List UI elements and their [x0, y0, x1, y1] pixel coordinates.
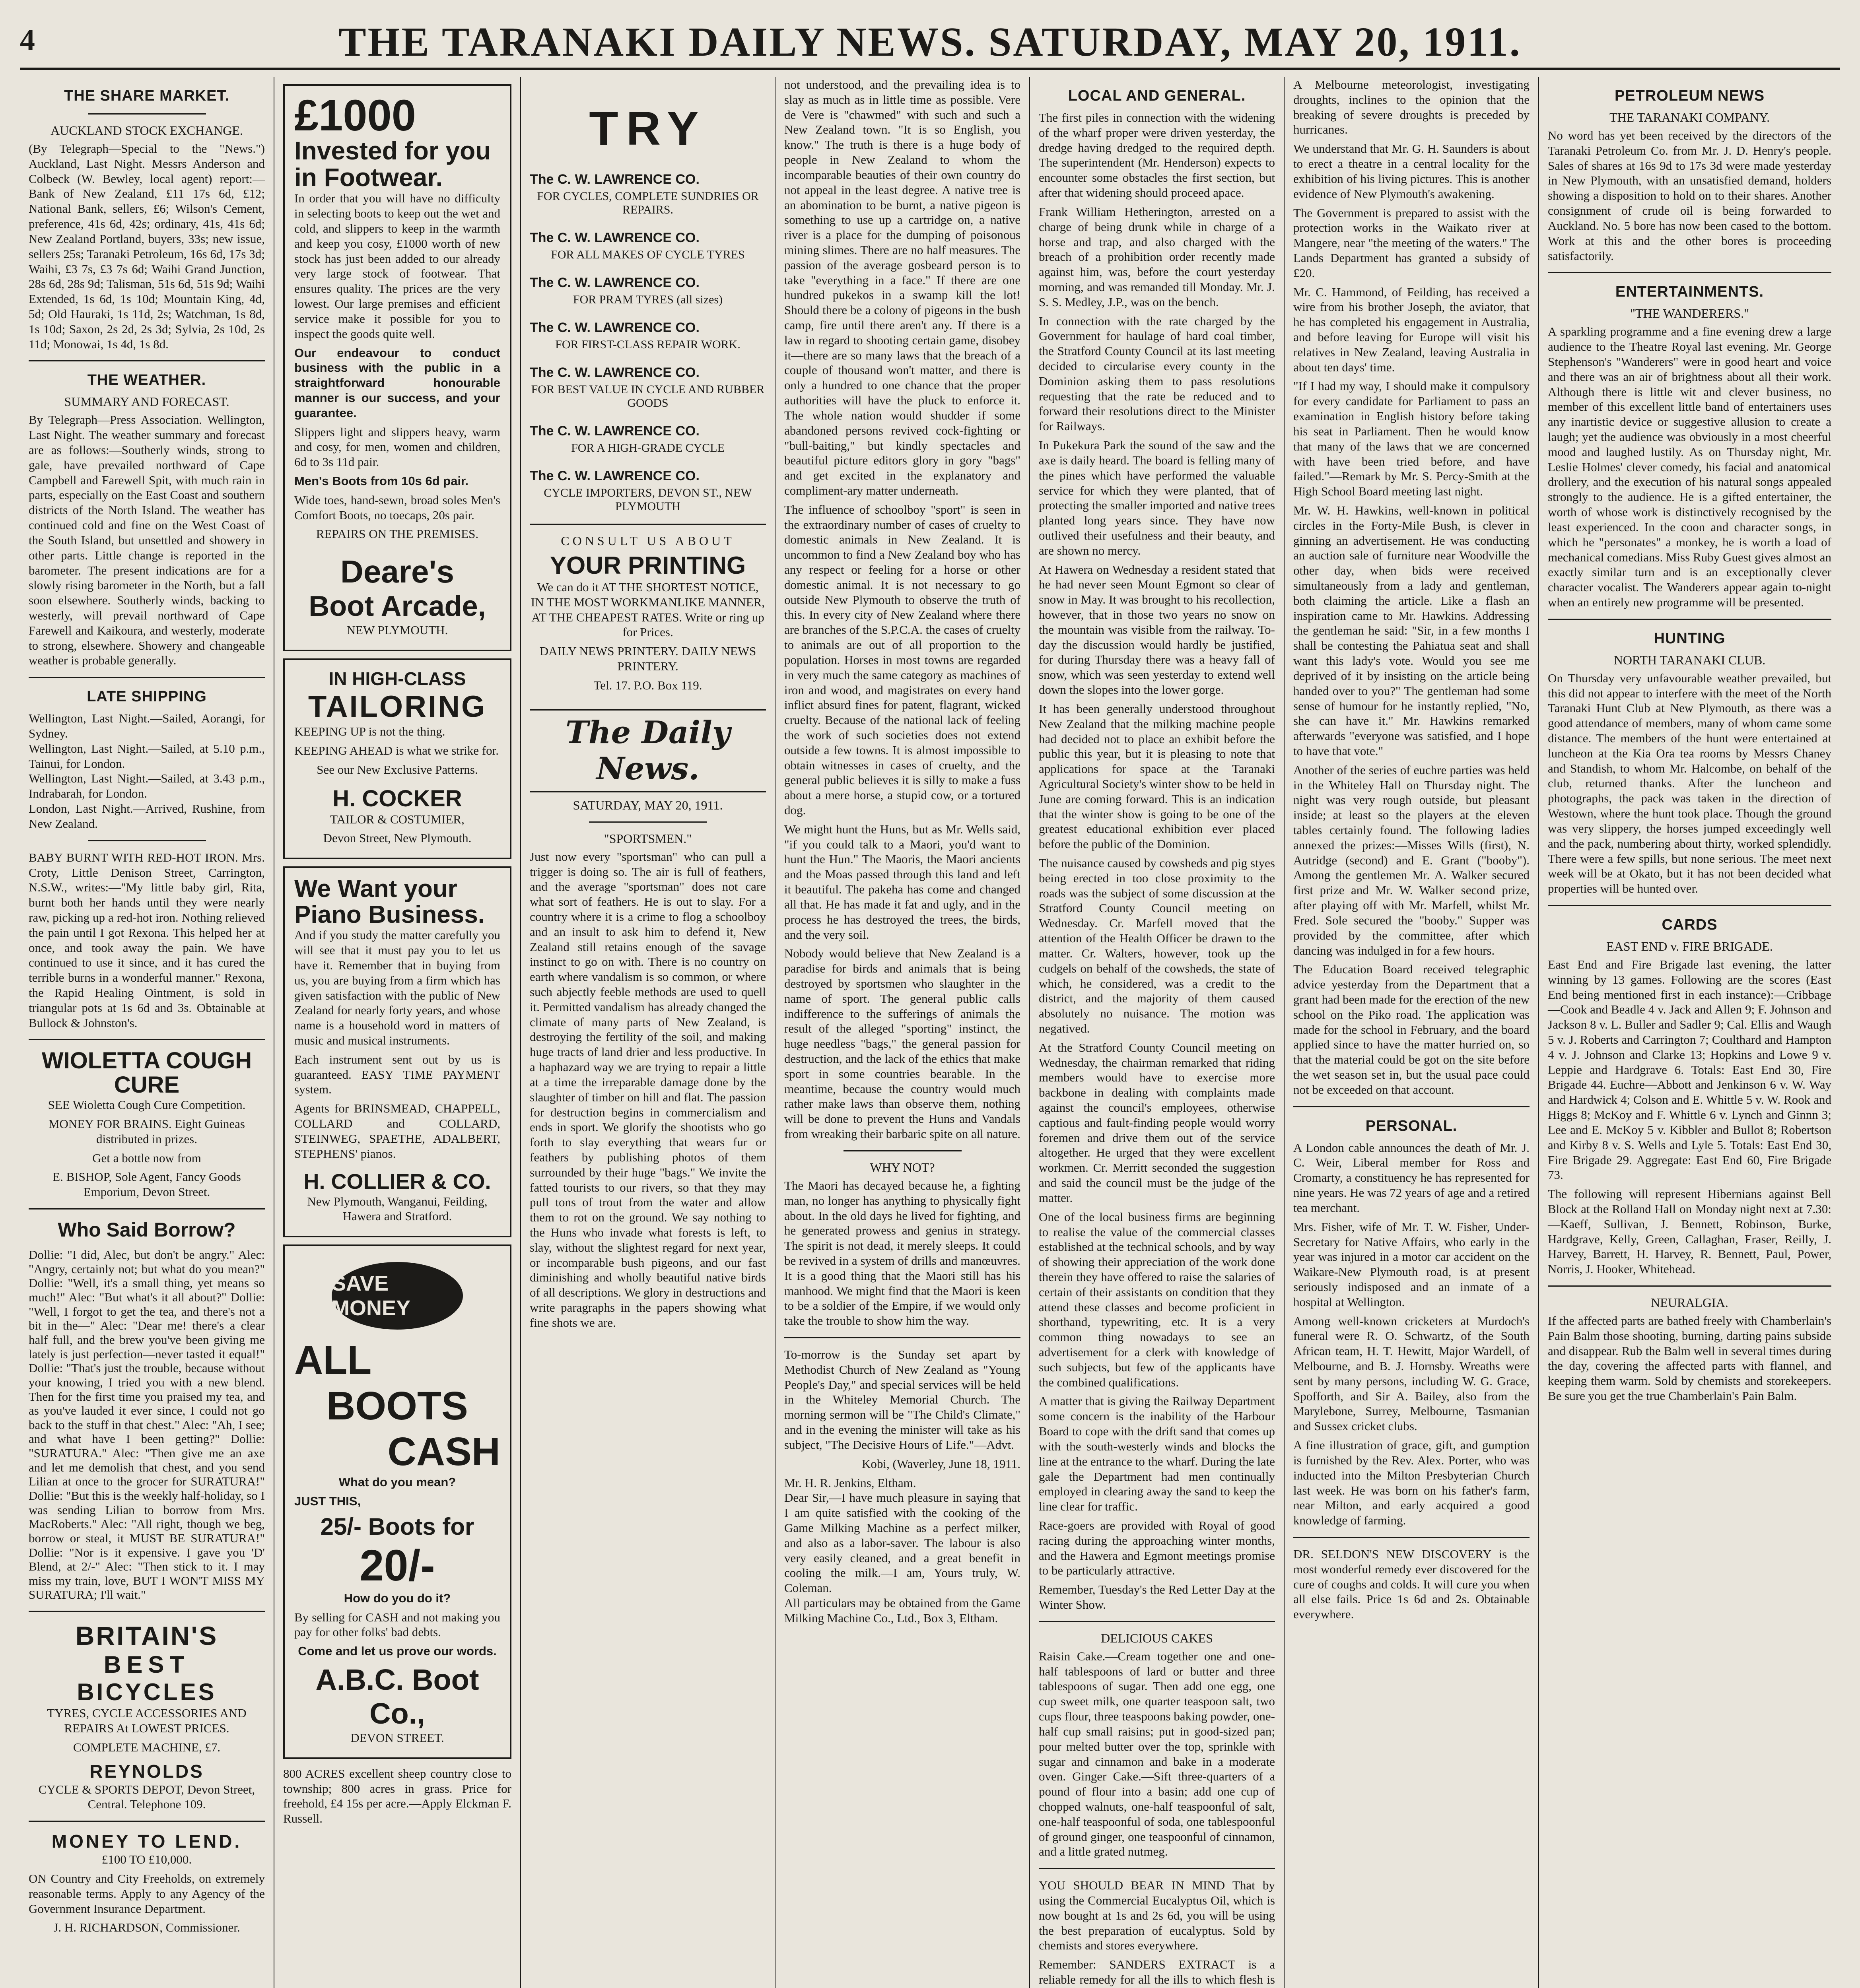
britains-title: BRITAIN'S — [75, 1621, 218, 1651]
column-4 — [775, 77, 1030, 1988]
footwear-title: Invested for you in Footwear. — [294, 136, 491, 192]
tailoring-text2: KEEPING AHEAD is what we strike for. — [294, 743, 499, 757]
cakes-heading: DELICIOUS CAKES — [1101, 1631, 1213, 1645]
weather-text: By Telegraph—Press Association. Wellington, Last Night. The weather summary and forecast are as follows:—Southerly winds, strong to gale, have prevailed northward of Cape Campbell and Farewell Spit, with much rain in parts, especially on the East Coast and southern districts of the North Island. The weather has continued cold and fine on the West Coast of the South Island, but unsettled and showery in other parts. Little change is reported in the barometer. The present indications are for a slowly rising barometer in the North, but a fall soon elsewhere. Southerly winds, backing to westerly, will prevail northward of Cape Farewell and Kaikoura, and westerly, moderate to strong, elsewhere. Showery and changeable weather is probable generally. — [29, 413, 265, 668]
abc-come: Come and let us prove our words. — [298, 1644, 497, 1658]
personal-heading: PERSONAL. — [1365, 1117, 1458, 1134]
divider — [1548, 905, 1831, 906]
tailoring-text1: KEEPING UP is not the thing. — [294, 724, 445, 739]
divider — [589, 821, 707, 823]
divider — [29, 1611, 265, 1612]
editorial-text: not understood, and the prevailing idea is to slay as much as in little time as possible. Vere de Vere is "chawmed" with such and such a New Zealand town. "It is so English, you know." The truth is there is a huge body of people in New Zealand to whom the incomparable beauties of their own country do not appeal in the least degree. A native tree is an abomination to be burnt, a native pigeon is something to use up a cartridge on, a native river is a place for the dumping of poisonous mining slimes. There are no half measures. The passion of the average gosbeard person is to take "everything in a face." If there are one hundred pukekos in a swamp kill the lot! Should there be a colony of pigeons in the bush camp, fire until there aren't any. If there is a law in regard to shooting certain game, disobey it—there are so many laws that the breach of a couple of thousand won't matter, and there is only a hundred to one chance that the proper authorities will have the pluck to enforce it. The whole nation would shudder if some abandoned persons revived cock-fighting or "bull-baiting," but kindly spectacles and beautiful picture editors glory in gory "bags" and get excited in the explanatory and compliment-ary matter underneath. — [784, 78, 1020, 497]
column-1 — [20, 77, 274, 1988]
editorial-text: The influence of schoolboy "sport" is seen in the extraordinary number of cases of cruelty to domestic animals in New Zealand. It is uncommon to find a New Zealand boy who has any respect or feeling for a horse or other domestic animal. It is not necessary to go outside New Plymouth to observe the truth of this. In every city of New Zealand where there are branches of the S.P.C.A. the cases of cruelty to animals are out of all proportion to the population. Horses in most towns are regarded in very much the same category as machines of iron and wood, and magistrates on every hand inflict absurd fines for patent, flagrant, wicked cruelty. Because of the national lack of feeling the work of such societies does not extend outside a few towns. It is almost impossible to obtain witnesses in cases of cruelty, and the general public believes it is silly to make a fuss about a mere horse, a stupid cow, or a tortured dog. — [784, 502, 1020, 817]
sunday-notice: To-morrow is the Sunday set apart by Methodist Church of New Zealand as "Young People's Day," and special services will be held in the Whiteley Memorial Church. The morning sermon will be "The Child's Climate," and in the evening the minister will take as his subject, "The Decisive Hours of Life."—Advt. — [784, 1347, 1020, 1452]
divider — [1548, 1285, 1831, 1287]
kobi-line: Kobi, (Waverley, June 18, 1911. — [862, 1456, 1020, 1471]
footwear-repairs: REPAIRS ON THE PREMISES. — [316, 527, 479, 541]
abc-cash: CASH — [387, 1429, 500, 1474]
lawrence-name: The C. W. LAWRENCE CO. — [530, 230, 700, 245]
abc-how: How do you do it? — [344, 1591, 451, 1605]
divider — [530, 524, 766, 525]
local-item: Race-goers are provided with Royal of good racing during the approaching winter months, and the Hawera and Egmont meetings promise to be particularly attractive. — [1039, 1518, 1275, 1578]
save-money-badge: SAVE MONEY — [332, 1262, 463, 1330]
deare-place: NEW PLYMOUTH. — [346, 623, 448, 637]
entertainments-text: A sparkling programme and a fine evening drew a large audience to the Theatre Royal last evening. Mr. George Stephenson's "Wanderers" were in good heart and voice and there was an air of brightness about all their work. Although there is little wit and clever business, no member of this excellent little band of entertainers uses any inartistic device or suggestive allusion to create a laugh; yet the audience was obviously in a most cheerful mood and laughed lustily. As on Thursday night, Mr. Leslie Holmes' clever comedy, his facial and anatomical drollery, and the execution of his natural songs appealed strongly to the audience. He is a gifted entertainer, the worth of whose work is distinctively recognised by the least experienced. In the coon and character songs, in which he "personates" a monkey, he is worth a load of mechanical comedians. Miss Ruby Guest gives almost an exactly similar turn and is an exceptionally clever character vocalist. The Wanderers appear again to-night when an entirely new programme will be presented. — [1548, 324, 1831, 609]
footwear-mens: Men's Boots from 10s 6d pair. — [294, 474, 469, 488]
borrow-dialogue: Dollie: "I did, Alec, but don't be angry." Alec: "Angry, certainly not; but what do you mean?" Dollie: "Well, it's a small thing, yet means so much!" Alec: "But what's it all about?" Dollie: "Well, I forgot to get the tea, and there's not a bit in the—" Alec: "Dear me! there's a clear half full, and the brew you've been giving me lately is just perfection—never tasted it equal!" Dollie: "That's just the trouble, because without your knowing, I tried you with a new blend. Then for the first time you praised my tea, and as you've lauded it ever since, I could not go back to the stuff in that chest." Alec: "Ah, I see; and what have I been getting?" Dollie: "SURATURA." Alec: "Then give me an axe and let me demolish that chest, and you send Lilian at once to the grocer for SURATURA!" Dollie: "But this is the weekly half-holiday, so I was sending Lilian to borrow from Mrs. MacRoberts." Alec: "All right, though we beg, borrow or steal, it MUST BE SURATURA!" Dollie: "Nor is it expensive. I gave you 'D' Blend, at 2/-" Alec: "Then stick to it. I may miss my train, love, BUT I WON'T MISS MY SURATURA; I'll wait." — [29, 1248, 265, 1602]
abc-street: DEVON STREET. — [350, 1731, 444, 1745]
local-item: Mr. W. H. Hawkins, well-known in political circles in the Forty-Mile Bush, is clever in ginning an advertisement. He was conducting an auction sale of furniture near Woodville the other day, when bids were received simultaneously from a lady and gentleman, both claiming the article. Like a flash an inspiration came to Mr. Hawkins. Addressing the gentleman he said: "Sir, in a few months I shall be contesting the Pahiatua seat and shall want this lady's vote. Would you see me deprived of it by insisting on the article being handed over to you?" The gentleman had some sense of humour for he instantly replied, "No, she can have it." Mr. Hawkins remarked afterwards "everyone was satisfied, and I hope to have that vote." — [1293, 503, 1530, 758]
page-number: 4 — [20, 23, 35, 57]
lawrence-item: FOR CYCLES, COMPLETE SUNDRIES OR REPAIRS. — [537, 190, 759, 216]
printing-name: DAILY NEWS PRINTERY. DAILY NEWS PRINTERY. — [539, 644, 756, 674]
footwear-text: In order that you will have no difficulty in selecting boots to keep out the wet and cold, and slippers to keep in the warmth and keep you cosy, £1000 worth of new stock has just been added to our already very large stock of footwear. That ensures quality. The prices are the very lowest. Our large premises and efficient service make it possible for you to inspect the goods quite well. — [294, 191, 500, 341]
piano-ad — [283, 866, 511, 1237]
divider — [1293, 1537, 1530, 1538]
reynolds-text: CYCLE & SPORTS DEPOT, Devon Street, Central. Telephone 109. — [38, 1782, 255, 1811]
weather-subheading: SUMMARY AND FORECAST. — [64, 394, 229, 409]
petroleum-heading: PETROLEUM NEWS — [1614, 87, 1765, 104]
local-item: In Pukekura Park the sound of the saw and the axe is daily heard. The board is felling many of the pines which have performed the valuable service for which they were planted, that of protecting the smaller imported and native trees planted long years since. They have now outlived their usefulness and their beauty, and are shown no mercy. — [1039, 438, 1275, 557]
personal-item: Among well-known cricketers at Murdoch's funeral were R. O. Schwartz, of the South African team, H. T. Hewitt, Major Wardell, of Melbourne, and B. J. Hornsby. Wreaths were sent by many persons, including W. G. Grace, Spofforth, and Sir A. Bailey, also from the Marylebone, Surrey, Melbourne, Tasmanian and Sussex cricket clubs. — [1293, 1314, 1530, 1433]
local-item: It has been generally understood throughout New Zealand that the milking machine people had decided not to place an exhibit before the public this year, but it is pleasing to note that applications for space at the Taranaki Agricultural Society's winter show to be held in June are coming forward. This is an indication that the winter show is going to be one of the greatest educational exhibition ever placed before the public of the Dominion. — [1039, 701, 1275, 851]
milking-letter: Mr. H. R. Jenkins, Eltham. Dear Sir,—I have much pleasure in saying that I am quite satisfied with the cooking of the Game Milking Machine as a perfect milker, and also as a labor-saver. The labour is also very easily cleaned, and a great benefit in cooling the milk.—I am, Yours truly, W. Coleman. All particulars may be obtained from the Game Milking Machine Co., Ltd., Box 3, Eltham. — [784, 1475, 1020, 1625]
divider — [29, 1821, 265, 1822]
local-item: At the Stratford County Council meeting on Wednesday, the chairman remarked that riding members would have to exercise more backbone in dealing with complaints made against the council's employees, otherwise captious and fault-finding people would worry foremen and drive them out of the service altogether. He urged that they were excellent workmen. Cr. Merritt seconded the suggestion and said the council must be the judge of the matter. — [1039, 1040, 1275, 1205]
deare-arcade: Boot Arcade, — [309, 590, 486, 623]
lawrence-item: FOR FIRST-CLASS REPAIR WORK. — [555, 338, 741, 351]
abc-price2: 20/- — [360, 1541, 435, 1590]
cards-text: East End and Fire Brigade last evening, the latter winning by 13 games. Following are the scores (East End being mentioned first in each instance):—Cribbage—Cook and Beadle 4 v. Jack and Allen 9; F. Johnson and Jackson 8 v. L. Buller and Sadler 9; Cal. Ellis and Waugh 5 v. J. Roberts and Carrington 7; Coulthard and Hampton 4 v. J. Johnson and Clarke 13; Hopkins and Lowe 9 v. Leppie and Hardgrave 6. Totals: East End 30, Fire Brigade 44. Euchre—Abbott and Jenkinson 6 v. W. Way and Hardwick 4; Colson and E. Whittle 5 v. W. Rook and Higgs 8; McKoy and F. Whittle 6 v. Lynch and Ginnn 3; Lee and E. McKoy 5 v. Kibbler and Bullot 8; Robertson and Kirby 8 v. S. Wells and Lyle 5. Totals: East End 30, Fire Brigade 29. Aggregate: East End 60, Fire Brigade 73. — [1548, 957, 1831, 1182]
britains-tyres: TYRES, CYCLE ACCESSORIES AND REPAIRS At LOWEST PRICES. — [47, 1706, 247, 1735]
divider — [1293, 1106, 1530, 1107]
cakes-text: Raisin Cake.—Cream together one and one-half tablespoons of lard or butter and three tablespoons of sugar. Then add one egg, one cup sweet milk, one quarter teaspoon salt, two cups flour, three teaspoons baking powder, one-half cup small raisins; put in good-sized pan; pour melted butter over the top, sprinkle with sugar and cinnamon and bake in a moderate oven. Ginger Cake.—Sift three-quarters of a pound of flour into a basin; add one cup of chopped walnuts, one-half teaspoonful of salt, one-half teaspoonful of soda, one tablespoonful of ground ginger, one teaspoonful of cinnamon, and a little grated nutmeg. — [1039, 1649, 1275, 1859]
editorial-text: We might hunt the Huns, but as Mr. Wells said, "if you could talk to a Maori, you'd want to hunt the Hun." The Maoris, the Maori ancients and the Moas passed through this land and left it beautiful. The pakeha has come and changed all that. He has made it fat and ugly, and in the process he has destroyed the trees, the birds, and the very soil. — [784, 822, 1020, 942]
local-item: The Government is prepared to assist with the protection works in the Waikato river at Mangere, near "the meeting of the waters." The Lands Department has granted a subsidy of £20. — [1293, 206, 1530, 280]
share-market-heading: THE SHARE MARKET. — [64, 87, 230, 104]
entertainments-heading: ENTERTAINMENTS. — [1615, 283, 1764, 301]
reynolds-title: REYNOLDS — [89, 1761, 204, 1782]
column-2 — [274, 77, 521, 1988]
petroleum-text: No word has yet been received by the directors of the Taranaki Petroleum Co. from Mr. J. D. Henry's people. Sales of shares at 16s 9d to 17s 3d were made yesterday in New Plymouth, with an unsatisfied demand, holders showing a disposition to hold on to their shares. Another consignment of crude oil is being forwarded to Auckland. No. 5 bore has now been cased to the bottom. Work at this and the other bores is proceeding satisfactorily. — [1548, 128, 1831, 263]
local-item: The first piles in connection with the widening of the wharf proper were driven yesterday, the dredge having dredged to the required depth. The superintendent (Mr. Henderson) expects to encounter some obstacles the first section, but after that widening should proceed apace. — [1039, 111, 1275, 200]
local-item: Frank William Hetherington, arrested on a charge of being drunk while in charge of a horse and trap, and also charged with the breach of a prohibition order recently made against him, was, before the court yesterday morning, and was remanded till Monday. Mr. J. S. S. Medley, J.P., was on the bench. — [1039, 204, 1275, 309]
divider — [88, 113, 206, 115]
column-5 — [1030, 77, 1285, 1988]
wioletta-agent: E. BISHOP, Sole Agent, Fancy Goods Emporium, Devon Street. — [52, 1170, 241, 1199]
editorial-text: Nobody would believe that New Zealand is a paradise for birds and animals that is being destroyed by sportsmen who slaughter in the name of sport. The general public calls indifference to the sufferings of animals the result of the alleged "sporting" instinct, the huge needless "bags," the general passion for destruction, and the lack of the ethics that make sport in some countries bearable. In the meantime, because the country would much rather make laws than observe them, nothing will be done to prevent the Huns and Vandals from wreaking their barbaric spite on all nature. — [784, 946, 1020, 1141]
tailoring-trade: TAILOR & COSTUMIER, — [330, 812, 465, 826]
lawrence-name: The C. W. LAWRENCE CO. — [530, 320, 700, 335]
divider — [88, 840, 206, 841]
divider — [784, 1337, 1020, 1338]
try-heading: TRY — [589, 102, 707, 155]
lawrence-item: FOR BEST VALUE IN CYCLE AND RUBBER GOODS — [531, 383, 765, 410]
wioletta-sub: SEE Wioletta Cough Cure Competition. — [48, 1098, 246, 1112]
divider — [29, 360, 265, 361]
weather-heading: THE WEATHER. — [87, 372, 206, 389]
local-item: We understand that Mr. G. H. Saunders is about to erect a theatre in a central locality for the exhibition of his living pictures. This is another evidence of New Plymouth's awakening. — [1293, 142, 1530, 201]
local-item: A matter that is giving the Railway Department some concern is the inability of the Harbour Board to cope with the drift sand that comes up with the south-westerly winds and blocks the line at the entrance to the wharf. During the late gale the Department had men continually employed in clearing away the sand to keep the line clear for traffic. — [1039, 1394, 1275, 1514]
printing-text: We can do it AT THE SHORTEST NOTICE, IN THE MOST WORKMANLIKE MANNER, AT THE CHEAPEST RATES. Write or ring up for Prices. — [531, 580, 765, 639]
divider — [1039, 1868, 1275, 1869]
piano-agents: Agents for BRINSMEAD, CHAPPELL, COLLARD and COLLARD, STEINWEG, SPAETHE, ADALBERT, STEPHENS' pianos. — [294, 1101, 500, 1161]
wioletta-bottle: Get a bottle now from — [92, 1151, 201, 1165]
footwear-price: £1000 — [294, 91, 416, 140]
local-item: In connection with the rate charged by the Government for haulage of hard coal timber, the Stratford County Council at its last meeting decided to circularise every county in the Dominion asking them to pass resolutions requesting that the rate be reduced and to forward their resolutions direct to the Minister for Railways. — [1039, 314, 1275, 433]
columns — [20, 77, 1840, 1988]
hunting-text: On Thursday very unfavourable weather prevailed, but this did not appear to interfere with the meet of the North Taranaki Hunt Club at New Plymouth, as there was a good attendance of members, many of whom came some distance. The members of the hunt were entertained at luncheon at the Kia Ora tea rooms by Messrs Chaney and Standish, to whom Mr. Halcombe, on behalf of the club, returned thanks. After the luncheon and photographs, the pack was taken in the direction of Westown, where the hunt took place. Though the ground was very slippery, the horses jumped exceedingly well and the pack, numbering about thirty, worked splendidly. There were a few spills, but none serious. The meet next week will be at Okato, but it has not been decided what properties will be hunted over. — [1548, 671, 1831, 896]
piano-address: New Plymouth, Wanganui, Feilding, Hawera and Stratford. — [307, 1194, 488, 1223]
lawrence-name: The C. W. LAWRENCE CO. — [530, 365, 700, 380]
abc-price1: 25/- Boots for — [320, 1513, 474, 1540]
lawrence-name: The C. W. LAWRENCE CO. — [530, 275, 700, 290]
sportsmen-text: Just now every "sportsman" who can pull a trigger is doing so. The air is full of feathers, and the average "sportsman" does not care what sort of feathers. He is out to slay. For a country where it is a crime to flog a schoolboy and an insult to ask him to defend it, New Zealand still retains enough of the savage instinct to go on with. There is no country on earth where vandalism is so common, or where such abjectly feeble methods are used to quell it. Permitted vandalism has already changed the climate of many parts of New Zealand, is destroying the fertility of the soil, and making huge tracts of land drier and less productive. In a haphazard way we are trying to repair a little at a time the irreparable damage done by the slaughter of timber on hill and flat. The passion for destruction begins in commercialism and ends in sport. We glorify the shootists who go forth to slay everything that wears fur or feathers by publishing photos of them surrounded by their huge "bags." We invite the fatted tourists to our rivers, so that they may pull tons of trout from the water and allow them to rot on the ground. We say nothing to the Huns who invade what forests is left, to slay, without the slightest regard for next year, or incomparable bush pigeons, and our fast diminishing and wholly beautiful native birds of all descriptions. We glory in destructions and write paragraphs in the papers showing what fine shots we are. — [530, 849, 766, 1330]
newspaper-title: THE TARANAKI DAILY NEWS. SATURDAY, MAY 20, 1911. — [338, 19, 1522, 65]
local-item: One of the local business firms are beginning to realise the value of the commercial classes established at the technical schools, and by way of showing their appreciation of the work done therein they have offered to raise the salaries of certain of their assistants on condition that they attend these classes and become proficient in shorthand, typewriting, etc. It is a very common thing nowadays to see an advertisement for a clerk with knowledge of such subjects, but few of the applicants have the combined qualifications. — [1039, 1209, 1275, 1389]
divider — [29, 677, 265, 678]
neuralgia-text: If the affected parts are bathed freely with Chamberlain's Pain Balm those shooting, burning, darting pains subside and disappear. Rub the Balm well in several times during the day, covering the affected parts with flannel, and keeping them warm. Sold by chemists and storekeepers. Be sure you get the true Chamberlain's Pain Balm. — [1548, 1314, 1831, 1403]
abc-boot-ad — [283, 1244, 511, 1759]
britains-best: BEST — [103, 1651, 190, 1678]
issue-date: SATURDAY, MAY 20, 1911. — [573, 798, 723, 812]
why-not-heading: WHY NOT? — [870, 1160, 935, 1175]
footwear-wide: Wide toes, hand-sewn, broad soles Men's Comfort Boots, no toecaps, 20s pair. — [294, 493, 500, 522]
column-7 — [1539, 77, 1840, 1988]
acres-advert: 800 ACRES excellent sheep country close to township; 800 acres in grass. Price for freehold, £4 15s per acre.—Apply Elckman F. Russell. — [283, 1766, 511, 1826]
abc-name: A.B.C. Boot Co., — [315, 1663, 479, 1730]
sportsmen-heading: "SPORTSMEN." — [604, 831, 692, 846]
abc-all: ALL — [294, 1338, 372, 1383]
petroleum-subheading: THE TARANAKI COMPANY. — [1609, 110, 1770, 124]
divider — [1548, 619, 1831, 620]
column-3 — [521, 77, 775, 1988]
tailoring-title: TAILORING — [308, 690, 487, 724]
footwear-endeavour: Our endeavour to conduct business with the public in a straightforward honourable manner is our success, and your guarantee. — [294, 346, 500, 420]
footwear-ad — [283, 84, 511, 651]
share-subheading: AUCKLAND STOCK EXCHANGE. — [51, 123, 243, 138]
piano-name: H. COLLIER & CO. — [303, 1169, 491, 1194]
personal-item: A fine illustration of grace, gift, and gumption is furnished by the Rev. Alex. Porter, who was inducted into the Milton Presbyterian Church last week. He was born on his father's farm, near Milton, and early acquired a good knowledge of farming. — [1293, 1438, 1530, 1528]
piano-title: We Want your Piano Business. — [294, 875, 485, 929]
shipping-text: Wellington, Last Night.—Sailed, Aorangi, for Sydney. Wellington, Last Night.—Sailed, at 5.10 p.m., Tainui, for London. Wellington, Last Night.—Sailed, at 3.43 p.m., Indrabarah, for London. London, Last Night.—Arrived, Rushine, from New Zealand. — [29, 711, 265, 831]
local-item: The nuisance caused by cowsheds and pig styes being erected in too close proximity to the roads was the subject of some discussion at the Stratford County Council meeting on Wednesday. Cr. Marfell moved that the attention of the Health Officer be drawn to the matter. Cr. Walters, however, took up the cudgels on behalf of the cowsheds, the state of which, he considered, was a credit to the district, and the majority of them caused absolutely no nuisance. The motion was negatived. — [1039, 856, 1275, 1035]
wioletta-title: WIOLETTA COUGH CURE — [41, 1048, 252, 1098]
why-not-text: The Maori has decayed because he, a fighting man, no longer has anything to physically fight about. In the old days he lived for fighting, and he generated prowess and genius in strategy. The spirit is not dead, it merely sleeps. It could be revived in a system of drills and manœuvres. It is a good thing that the Maori still has his manhood. We might find that the Maori is keen to be a soldier of the Empire, if we would only take the trouble to show him the way. — [784, 1178, 1020, 1328]
tailoring-line1: IN HIGH-CLASS — [328, 668, 466, 689]
shipping-heading: LATE SHIPPING — [87, 688, 207, 705]
piano-text: And if you study the matter carefully you will see that it must pay you to let us have it. Remember that in buying from us, you are buying from a firm which has given satisfaction with the public of New Zealand for nearly forty years, and whose name is a household word in matters of music and musical instruments. — [294, 928, 500, 1047]
lawrence-item: CYCLE IMPORTERS, DEVON ST., NEW PLYMOUTH — [544, 486, 752, 513]
tailoring-name: H. COCKER — [332, 785, 462, 812]
local-item: A Melbourne meteorologist, investigating droughts, inclines to the opinion that the breaking of severe droughts is preceded by hurricanes. — [1293, 78, 1530, 137]
tailoring-text3: See our New Exclusive Patterns. — [317, 762, 478, 777]
masthead — [20, 16, 1840, 70]
tailoring-address: Devon Street, New Plymouth. — [323, 831, 472, 845]
divider — [29, 1208, 265, 1209]
printing-title: YOUR PRINTING — [550, 552, 746, 579]
rexona-article: BABY BURNT WITH RED-HOT IRON. Mrs. Croty, Little Denison Street, Carrington, N.S.W., writes:—"My little baby girl, Rita, burnt both her hands until they were nearly raw, picking up a red-hot iron. Nothing relieved the pain until I got Rexona. This helped her at once, and took away the pain. We have continued to use it since, and it has cured the terrible burns in a wonderful manner." Rexona, the Rapid Healing Ointment, is sold in triangular pots at 1s 6d and 3s. Obtainable at Bullock & Johnston's. — [29, 850, 265, 1030]
abc-boots: BOOTS — [327, 1384, 468, 1429]
local-item: "If I had my way, I should make it compulsory for every candidate for Parliament to pass an examination in English history before taking his seat in Parliament. Then he would know that many of the laws that we are concerned with have been tried before, and have failed."—Remark by Mr. S. Percy-Smith at the High School Board meeting last night. — [1293, 379, 1530, 499]
footwear-slippers: Slippers light and slippers heavy, warm and cosy, for men, women and children, 6d to 3s 11d pair. — [294, 425, 500, 469]
local-item: Mr. C. Hammond, of Feilding, has received a wire from his brother Joseph, the aviator, that he has completed his engagement in Australia, and before leaving for Europe will visit his relatives in New Zealand, leaving Australia in about ten days' time. — [1293, 285, 1530, 374]
printing-tel: Tel. 17. P.O. Box 119. — [593, 678, 702, 692]
sanders-advert: Remember: SANDERS EXTRACT is a reliable remedy for all the ills to which flesh is — [1039, 1957, 1275, 1987]
entertainments-subheading: "THE WANDERERS." — [1630, 306, 1749, 321]
cards-heading: CARDS — [1662, 916, 1718, 933]
lawrence-item: FOR ALL MAKES OF CYCLE TYRES — [551, 248, 745, 261]
britains-bicycles: BICYCLES — [77, 1679, 217, 1706]
hunting-heading: HUNTING — [1654, 630, 1726, 647]
divider — [1039, 1621, 1275, 1622]
column-6 — [1285, 77, 1539, 1988]
daily-news-logo: The Daily News. — [530, 709, 766, 792]
britains-complete: COMPLETE MACHINE, £7. — [73, 1740, 221, 1754]
lawrence-name: The C. W. LAWRENCE CO. — [530, 423, 700, 439]
local-item: The Education Board received telegraphic advice yesterday from the Department that a grant had been made for the erection of the new school on the Piko road. The application was made for the school in February, and the board applied since to have the matter hurried on, so that the material could be got on the site before the wet season set in, but the usual pace could not be exceeded on that account. — [1293, 962, 1530, 1097]
lawrence-item: FOR A HIGH-GRADE CYCLE — [571, 441, 725, 454]
divider — [29, 1039, 265, 1040]
eucalyptus-advert: YOU SHOULD BEAR IN MIND That by using the Commercial Eucalyptus Oil, which is now bought at 1s and 2s 6d, you will be using the best preparation of eucalyptus. Sold by chemists and stores everywhere. — [1039, 1878, 1275, 1953]
cards-subheading: EAST END v. FIRE BRIGADE. — [1606, 939, 1773, 953]
consult-us: CONSULT US ABOUT — [561, 534, 735, 548]
borrow-heading: Who Said Borrow? — [58, 1219, 236, 1241]
piano-guarantee: Each instrument sent out by us is guaranteed. EASY TIME PAYMENT system. — [294, 1052, 500, 1097]
abc-text: By selling for CASH and not making you pay for other folks' bad debts. — [294, 1610, 500, 1639]
seldon-advert: DR. SELDON'S NEW DISCOVERY is the most wonderful remedy ever discovered for the cure of coughs and colds. It will cure you when all else fails. Price 1s 6d and 2s. Obtainable everywhere. — [1293, 1547, 1530, 1621]
share-market-text: (By Telegraph—Special to the "News.") Auckland, Last Night. Messrs Anderson and Colbeck (W. Bewley, local agent) report:—Bank of New Zealand, £11 17s 6d, £12; National Bank, sellers, £6; Wilson's Cement, preference, 41s 6d, 42s; ordinary, 41s, 41s 6d; New Zealand Portland, buyers, 33s; new issue, sellers 25s; Taranaki Petroleum, 16s 6d, 17s 3d; Waihi, £3 7s, £3 7s 6d; Waihi Grand Junction, 28s 6d, 28s 9d; Talisman, 51s 6d, 51s 9d; Waihi Extended, 1s 6d, 1s 10d; Mountain King, 4d, 5d; Old Hauraki, 1s 11d, 2s; Watchman, 1s 8d, 1s 10d; Saxon, 2s 2d, 2s 3d; Sylvia, 2s 10d, 2s 11d; Monowai, 1s 4d, 1s 8d. — [29, 142, 265, 351]
divider — [1548, 272, 1831, 273]
abc-just: JUST THIS, — [294, 1494, 361, 1508]
money-text: ON Country and City Freeholds, on extremely reasonable terms. Apply to any Agency of the Government Insurance Department. — [29, 1871, 265, 1916]
printing-ad — [530, 534, 766, 693]
money-amount: £100 TO £10,000. — [101, 1852, 192, 1867]
personal-item: A London cable announces the death of Mr. J. C. Weir, Liberal member for Ross and Cromarty, a constituency he has represented for nine years. He was 72 years of age and a retired tea merchant. — [1293, 1140, 1530, 1215]
lawrence-name: The C. W. LAWRENCE CO. — [530, 172, 700, 187]
local-item: Another of the series of euchre parties was held in the Whiteley Hall on Thursday night. The night was very rough outside, but pleasant inside; at least so the players at the eleven tables certainly found. The following ladies annexed the prizes:—Misses Wills (first), N. Autridge (second) and E. Grant ("booby"). Among the gentlemen Mr. A. Walker secured first prize and Mr. W. Walker second prize, after playing off with Mr. Marfell, whilst Mr. Fred. Sole secured the "booby." Supper was provided by the committee, after which dancing was indulged in for a few hours. — [1293, 763, 1530, 957]
divider — [844, 1150, 962, 1151]
neuralgia-heading: NEURALGIA. — [1651, 1295, 1728, 1310]
wioletta-money: MONEY FOR BRAINS. Eight Guineas distributed in prizes. — [48, 1117, 245, 1146]
tailoring-ad — [283, 658, 511, 859]
cards-text: The following will represent Hibernians against Bell Block at the Rolland Hall on Monday night next at 7.30:—Kaeff, Sullivan, J. Bennett, Robinson, Burke, Hardgrave, Kelly, Green, Callaghan, Fraser, Reilly, J. Harvey, Barrett, H. Harvey, R. Bennett, Paul, Power, Norris, J. Hooker, Whitehead. — [1548, 1187, 1831, 1276]
hunting-subheading: NORTH TARANAKI CLUB. — [1613, 652, 1766, 667]
abc-question: What do you mean? — [338, 1475, 456, 1489]
local-general-heading: LOCAL AND GENERAL. — [1068, 87, 1246, 104]
personal-item: Mrs. Fisher, wife of Mr. T. W. Fisher, Under-Secretary for Native Affairs, who early in the year was injured in a motor car accident on the Waikare-New Plymouth road, is at present seriously indisposed and an inmate of a hospital at Wellington. — [1293, 1219, 1530, 1309]
local-item: Remember, Tuesday's the Red Letter Day at the Winter Show. — [1039, 1582, 1275, 1611]
lawrence-item: FOR PRAM TYRES (all sizes) — [573, 293, 723, 306]
lawrence-name: The C. W. LAWRENCE CO. — [530, 468, 700, 483]
lawrence-ad — [530, 172, 766, 513]
money-signature: J. H. RICHARDSON, Commissioner. — [53, 1920, 240, 1935]
local-item: At Hawera on Wednesday a resident stated that he had never seen Mount Egmont so clear of snow in May. It was brought to his recollection, however, that in those two years no snow on the mountain was visible from the railway. To-day the discussion would hardly be justified, for during Thursday there was a heavy fall of snow, which was seen yesterday to extend well down the slopes into the lower gorge. — [1039, 562, 1275, 697]
deare-title: Deare's — [340, 554, 454, 590]
money-to-lend-title: MONEY TO LEND. — [51, 1831, 242, 1852]
